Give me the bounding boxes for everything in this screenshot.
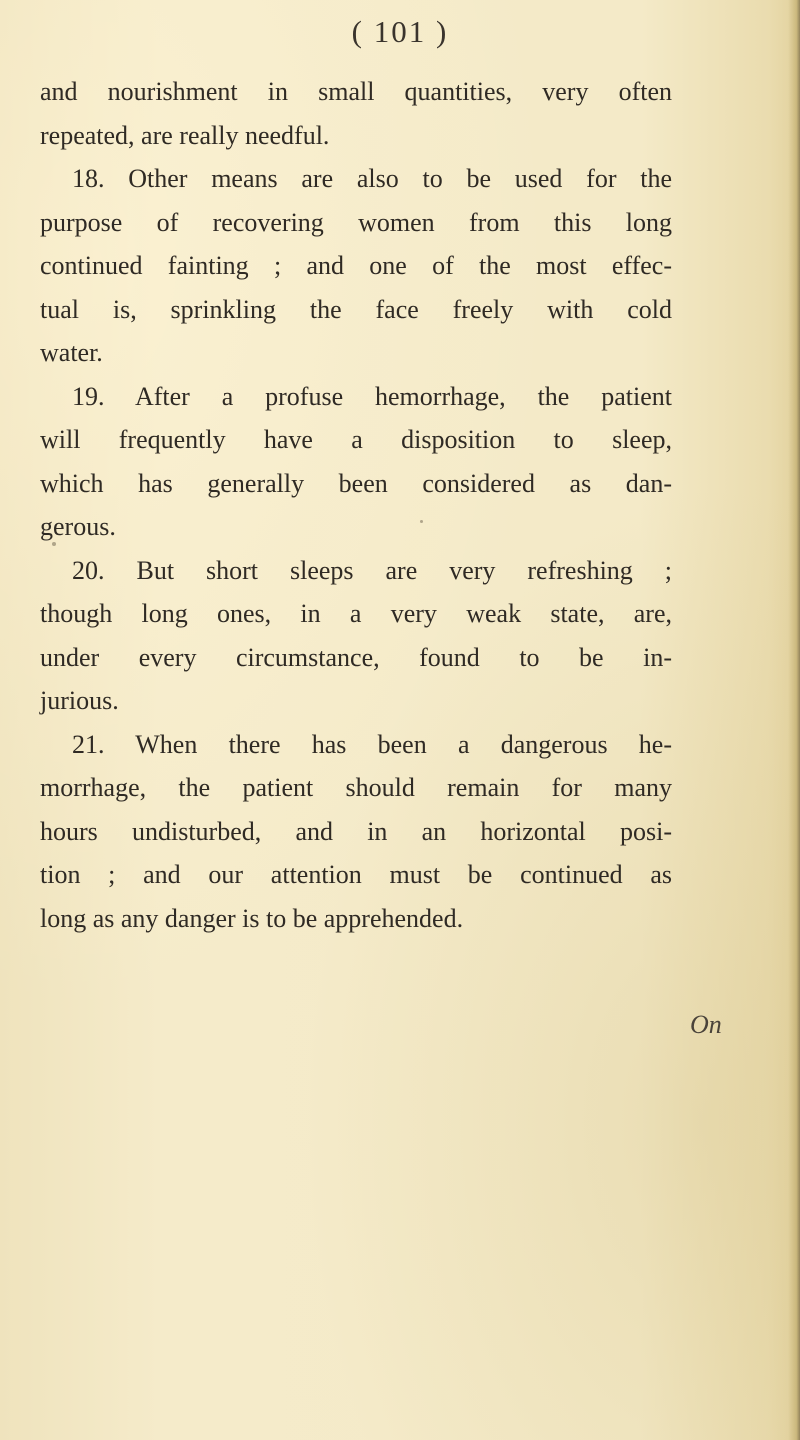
paragraph [40, 157, 672, 375]
paragraph [40, 375, 672, 549]
text-line: hours undisturbed, and in an horizontal posi- [40, 816, 672, 846]
text-line: jurious. [40, 686, 119, 715]
paragraph [40, 723, 672, 941]
text-line: water. [40, 338, 103, 367]
page-number: ( 101 ) [351, 14, 449, 49]
text-line: long as any danger is to be apprehended. [40, 903, 464, 933]
text-line: under every circumstance, found to be in- [40, 642, 672, 672]
text-line: gerous. [40, 512, 116, 541]
text-line: and nourishment in small quantities, very often [40, 77, 672, 106]
text-line: tual is, sprinkling the face freely with cold [40, 294, 672, 324]
text-line: 19. After a profuse hemorrhage, the patient [72, 381, 672, 411]
text-line: purpose of recovering women from this long [40, 207, 672, 237]
paragraph [40, 549, 672, 723]
text-line: tion ; and our attention must be continued as [40, 860, 672, 889]
catchword: On [690, 1010, 722, 1039]
text-line: continued fainting ; and one of the most effec- [40, 251, 672, 280]
body-text [40, 70, 672, 940]
text-line: 18. Other means are also to be used for the [72, 164, 672, 193]
text-line: though long ones, in a very weak state, are, [40, 599, 672, 628]
page-edge-shadow [788, 0, 800, 1440]
text-line: morrhage, the patient should remain for many [40, 773, 672, 802]
text-line: which has generally been considered as dan- [40, 468, 672, 498]
text-line: repeated, are really needful. [40, 120, 330, 150]
text-line: 20. But short sleeps are very refreshing ; [72, 555, 672, 585]
text-line: 21. When there has been a dangerous he- [72, 729, 672, 759]
text-line: will frequently have a disposition to sleep, [40, 425, 672, 454]
paragraph [40, 70, 672, 157]
